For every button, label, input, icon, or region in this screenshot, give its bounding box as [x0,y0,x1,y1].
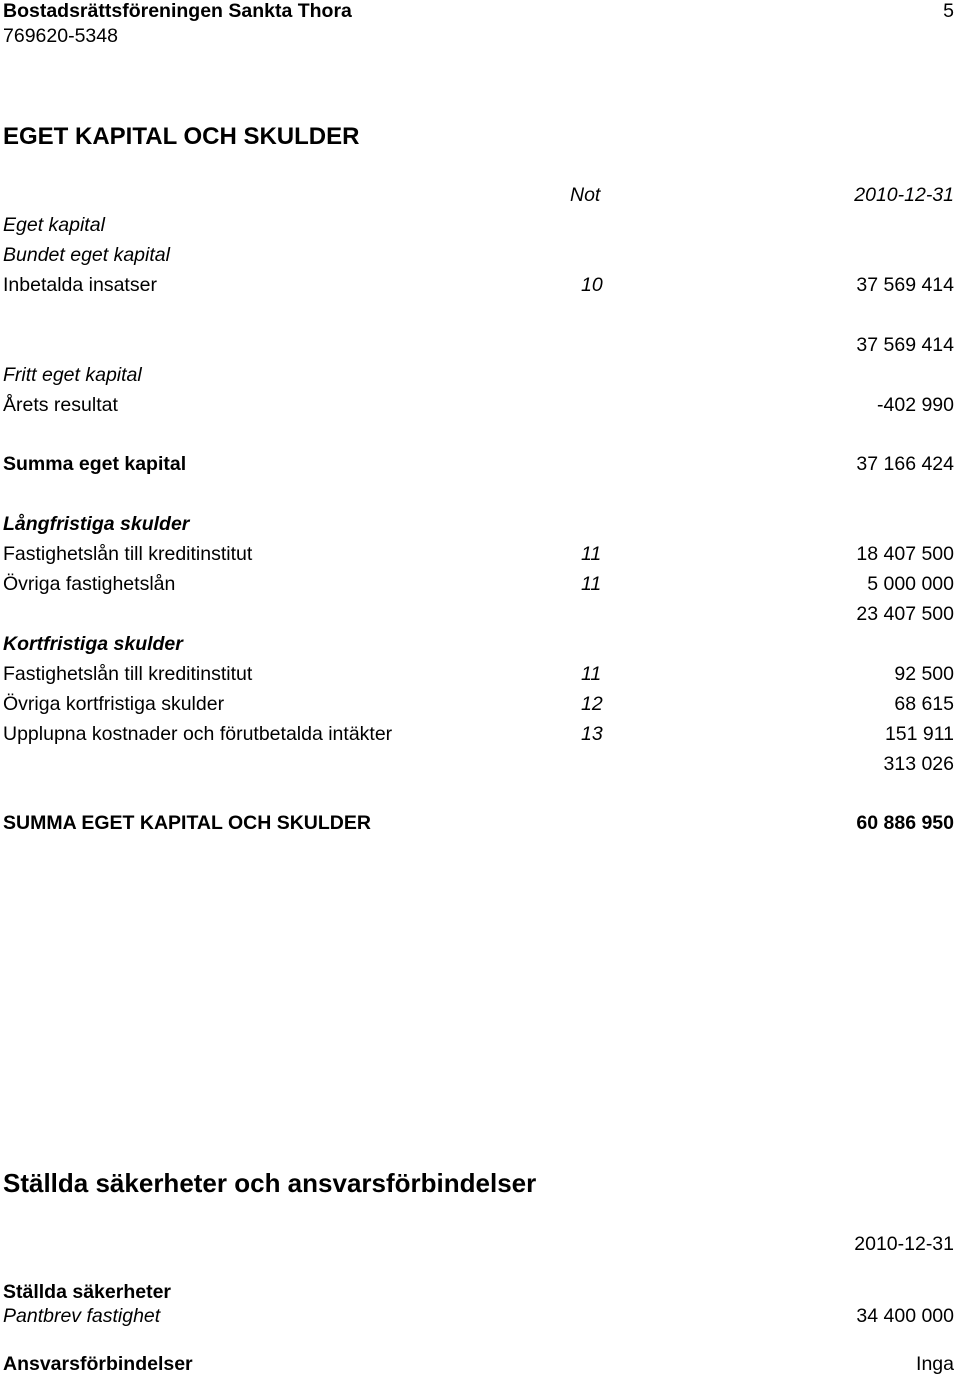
note-column-header: Not [570,184,601,206]
row-note: 11 [581,663,602,685]
row-note: 13 [581,723,603,745]
page-number: 5 [943,0,954,22]
row-value: 37 569 414 [856,334,954,356]
column-header-row [3,182,954,208]
row-note: 12 [581,693,603,715]
row-value: 60 886 950 [856,812,954,834]
row-label: Upplupna kostnader och förutbetalda intäkter [3,723,393,745]
heading-bundet-eget-kapital: Bundet eget kapital [3,244,170,266]
row-value: 34 400 000 [856,1305,954,1327]
heading-fritt-eget-kapital: Fritt eget kapital [3,364,142,386]
row-inbetalda-insatser [3,272,954,298]
row-label: Ansvarsförbindelser [3,1353,193,1375]
row-value: 5 000 000 [867,573,954,595]
row-summa-eget-kapital [3,451,954,477]
row-value: 37 166 424 [856,453,954,475]
row-note: 11 [581,573,602,595]
row-kf-fastighetslan [3,661,954,687]
row-label: Summa eget kapital [3,453,187,475]
heading-eget-kapital: Eget kapital [3,214,105,236]
row-label: Övriga fastighetslån [3,573,176,595]
row-bundet-subtotal [3,332,954,358]
row-value: 68 615 [894,693,954,715]
row-label: Fastighetslån till kreditinstitut [3,543,253,565]
date-column-header: 2010-12-31 [854,184,954,206]
heading-langfristiga-skulder: Långfristiga skulder [3,513,190,535]
org-number: 769620-5348 [3,25,118,47]
row-label: Pantbrev fastighet [3,1305,161,1327]
row-label: SUMMA EGET KAPITAL OCH SKULDER [3,812,371,834]
row-label: Fastighetslån till kreditinstitut [3,663,253,685]
row-value: 92 500 [894,663,954,685]
row-lf-subtotal [3,601,954,627]
row-arets-resultat [3,392,954,418]
date-column-header: 2010-12-31 [854,1233,954,1255]
row-value: 151 911 [884,723,954,745]
row-value: 37 569 414 [856,274,954,296]
row-ansvarsforbindelser [3,1351,954,1377]
heading-kortfristiga-skulder: Kortfristiga skulder [3,633,183,655]
row-label: Övriga kortfristiga skulder [3,693,225,715]
row-value: 23 407 500 [856,603,954,625]
row-lf-ovriga [3,571,954,597]
pledges-date-header-row [3,1231,954,1257]
heading-stallda-sakerheter: Ställda säkerheter [3,1281,172,1303]
row-value: Inga [916,1353,954,1375]
row-lf-fastighetslan [3,541,954,567]
row-note: 10 [581,274,603,296]
row-summa-eget-kapital-och-skulder [3,810,954,836]
row-value: 313 026 [883,753,954,775]
row-kf-subtotal [3,751,954,777]
section-title-equity-liabilities: EGET KAPITAL OCH SKULDER [3,123,360,150]
row-label: Årets resultat [3,394,118,416]
row-value: -402 990 [877,394,954,416]
row-value: 18 407 500 [856,543,954,565]
section-title-pledges: Ställda säkerheter och ansvarsförbindelser [3,1168,537,1198]
row-pantbrev-fastighet [3,1303,954,1329]
association-name: Bostadsrättsföreningen Sankta Thora [3,0,352,22]
row-kf-ovriga [3,691,954,717]
row-kf-upplupna [3,721,954,747]
row-label: Inbetalda insatser [3,274,157,296]
row-note: 11 [581,543,602,565]
